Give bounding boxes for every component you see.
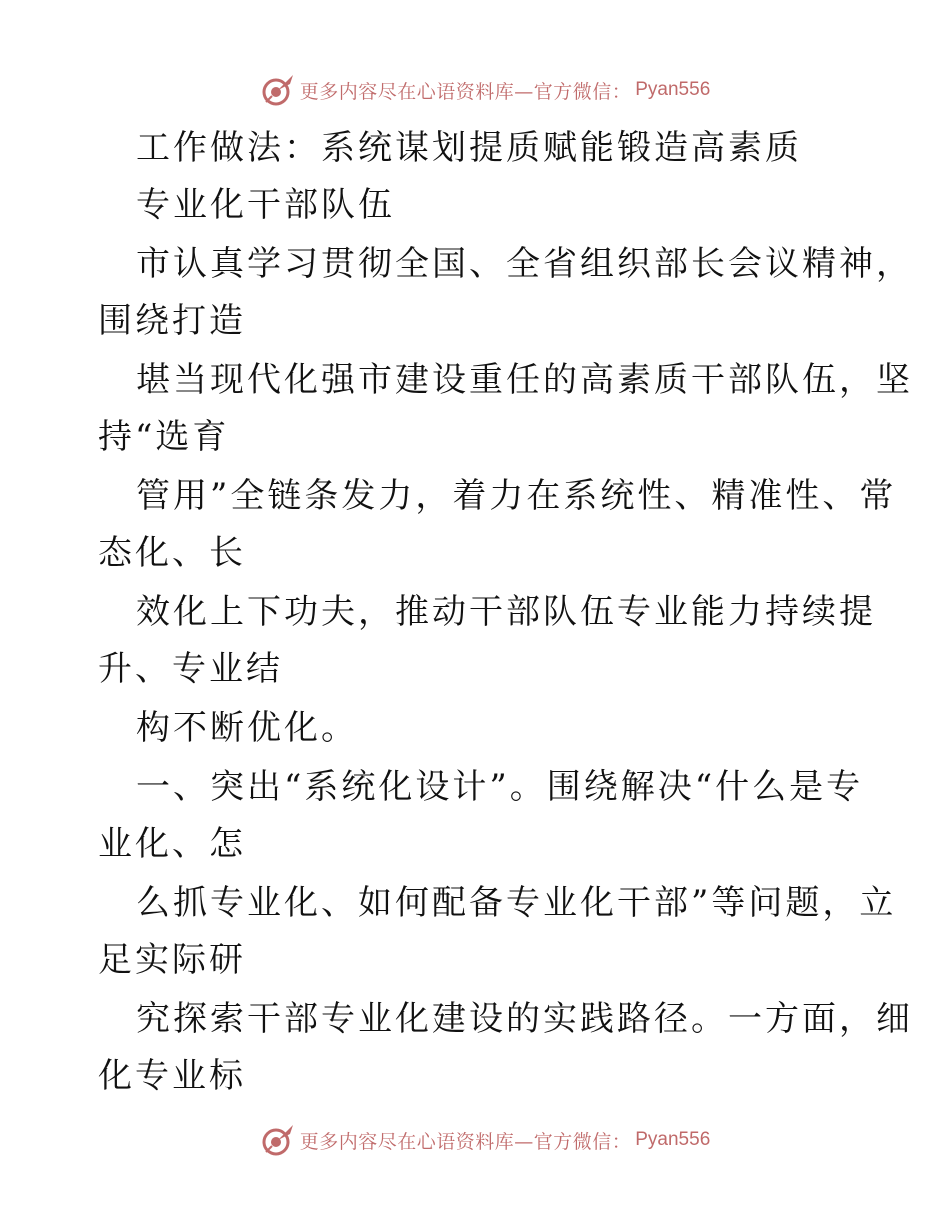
text-line: 足实际研: [98, 940, 246, 980]
text-line: 究探索干部专业化建设的实践路径。一方面，细: [136, 999, 913, 1039]
text-line: 升、专业结: [98, 649, 283, 689]
footer-watermark: [0, 1120, 950, 1160]
watermark-wechat-id: Pyan556: [635, 1129, 711, 1150]
text-line: 化专业标: [98, 1056, 246, 1096]
text-line: 构不断优化。: [136, 708, 358, 748]
watermark-wechat-id: Pyan556: [635, 79, 711, 100]
text-line: 专业化干部队伍: [136, 185, 395, 225]
watermark-text: 更多内容尽在心语资料库—官方微信：: [299, 1130, 632, 1153]
watermark-text: 更多内容尽在心语资料库—官方微信：: [299, 80, 632, 103]
text-line: 围绕打造: [98, 301, 246, 341]
text-line: 态化、长: [98, 533, 246, 573]
text-line: 市认真学习贯彻全国、全省组织部长会议精神，: [136, 244, 913, 284]
text-line: 管用”全链条发力，着力在系统性、精准性、常: [136, 476, 897, 516]
text-line: 工作做法：系统谋划提质赋能锻造高素质: [136, 128, 802, 168]
quill-logo-icon: [260, 72, 296, 108]
text-line: 堪当现代化强市建设重任的高素质干部队伍，坚: [136, 360, 913, 400]
text-line: 么抓专业化、如何配备专业化干部”等问题，立: [136, 883, 897, 923]
text-line: 业化、怎: [98, 824, 246, 864]
quill-logo-icon: [260, 1122, 296, 1158]
text-line: 持“选育: [98, 417, 230, 457]
header-watermark: [0, 70, 950, 110]
text-line: 效化上下功夫，推动干部队伍专业能力持续提: [136, 592, 876, 632]
text-line: 一、突出“系统化设计”。围绕解决“什么是专: [136, 767, 864, 807]
